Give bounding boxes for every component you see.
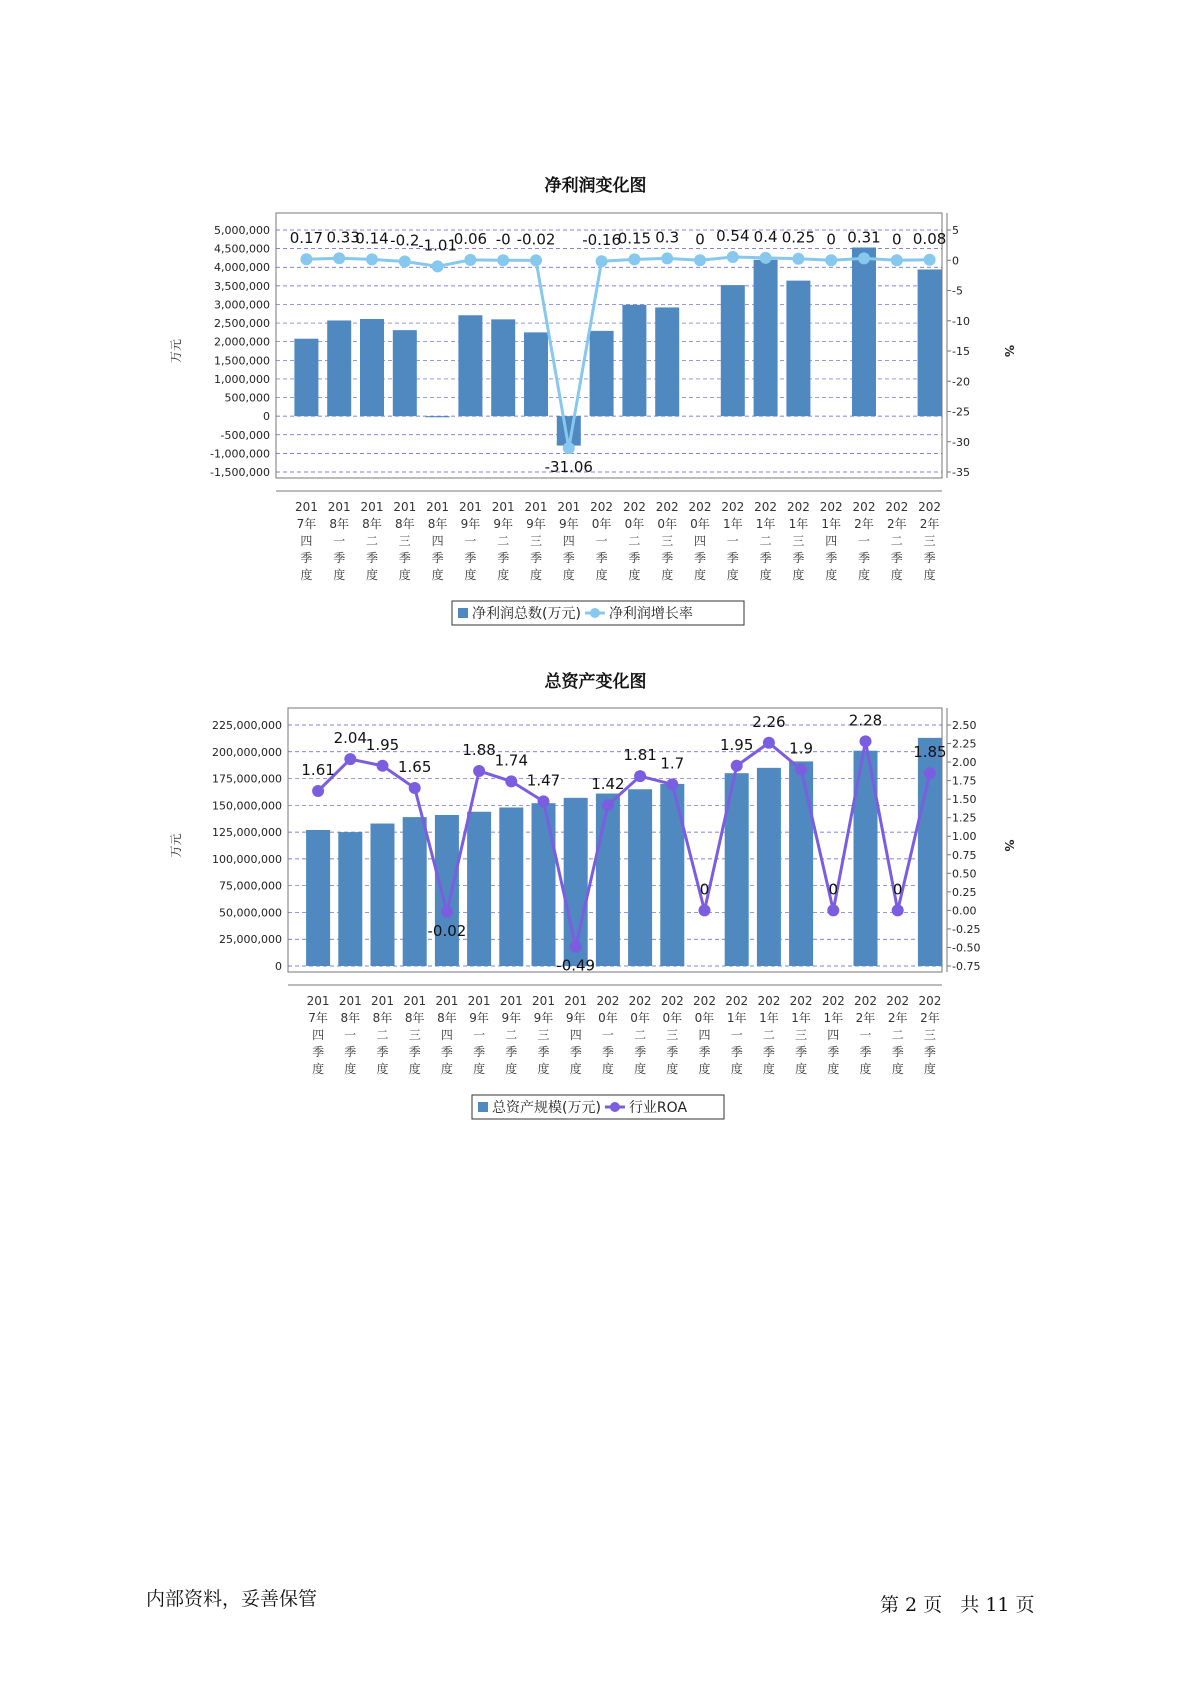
line-point [666, 778, 678, 790]
line-point [792, 253, 804, 265]
x-tick-label: 202 0年二季度 [628, 994, 652, 1076]
line-point [825, 254, 837, 266]
chart-title-net-profit: 净利润变化图 [544, 176, 647, 196]
y-tick-label: 50,000,000 [219, 906, 282, 920]
x-tick-label: 202 0年一季度 [590, 500, 614, 582]
line-point [596, 255, 608, 267]
x-tick-label: 202 0年二季度 [622, 500, 646, 582]
data-label: -0 [495, 230, 511, 249]
confidential-note: 内部资料，妥善保管 [146, 1588, 318, 1610]
y-tick-label: 0 [275, 960, 282, 973]
x-tick-label: 201 8年三季度 [403, 994, 427, 1076]
x-tick-label: 202 0年一季度 [596, 994, 620, 1076]
x-tick-label: 202 1年一季度 [725, 994, 749, 1076]
y-axis-title: 万元 [169, 338, 183, 364]
line-point [497, 254, 509, 266]
y2-tick-label: 0.25 [952, 885, 977, 899]
data-label: 2.26 [752, 712, 786, 731]
y-tick-label: 125,000,000 [212, 826, 282, 840]
y-tick-label: 4,500,000 [214, 242, 270, 256]
line-point [891, 254, 903, 266]
bar [918, 269, 942, 416]
legend-label-bars: 总资产规模(万元) [492, 1100, 601, 1116]
x-tick-label: 201 7年四季度 [294, 500, 318, 582]
y-tick-label: 3,500,000 [214, 279, 270, 293]
y2-tick-label: 1.25 [952, 811, 977, 825]
data-label: -31.06 [544, 458, 593, 477]
legend-label-line: 行业ROA [628, 1100, 688, 1116]
line-point [699, 904, 711, 916]
data-label: 0.06 [453, 229, 488, 248]
x-tick-label: 202 2年三季度 [918, 500, 942, 582]
data-label: 1.95 [719, 735, 754, 754]
bar [426, 416, 450, 417]
line-point [530, 254, 542, 266]
y-tick-label: 3,000,000 [214, 298, 270, 312]
bar [757, 768, 781, 966]
data-label: 1.61 [301, 760, 335, 779]
x-tick-label: 201 9年四季度 [564, 994, 588, 1076]
y2-tick-label: -0.50 [952, 941, 981, 955]
bar [360, 319, 384, 416]
line-point [858, 252, 870, 264]
bar [403, 817, 427, 966]
x-tick-label: 201 9年三季度 [532, 994, 555, 1076]
line-point [570, 941, 582, 953]
data-label: -0.16 [582, 231, 622, 250]
x-tick-label: 201 9年二季度 [499, 994, 523, 1076]
y2-tick-label: 0.00 [952, 904, 977, 918]
bar [852, 247, 876, 416]
chart-title-total-assets: 总资产变化图 [544, 672, 647, 692]
data-label: 0.15 [617, 229, 652, 248]
y2-tick-label: 0.50 [952, 867, 977, 881]
y2-tick-label: 0.75 [952, 848, 977, 862]
bar [524, 332, 548, 416]
y2-tick-label: 1.50 [952, 793, 977, 807]
bar [532, 803, 556, 966]
bar [393, 330, 417, 416]
y2-tick-label: 0 [952, 254, 959, 268]
y2-tick-label: 2.00 [952, 756, 977, 770]
x-tick-label: 202 0年三季度 [655, 500, 679, 582]
y-tick-label: 100,000,000 [212, 852, 282, 866]
y2-axis-title: % [1002, 839, 1016, 852]
y2-tick-label: 2.25 [952, 737, 977, 751]
legend-bar-swatch [458, 608, 468, 618]
data-label: 0 [695, 230, 705, 249]
bar [789, 761, 813, 966]
line-point [344, 753, 356, 765]
y2-tick-label: -0.75 [952, 960, 981, 973]
line-point [760, 252, 772, 264]
data-label: 1.81 [623, 746, 657, 765]
page-indicator: 第 2 页 共 11 页 [880, 1594, 1035, 1616]
x-tick-label: 202 1年二季度 [757, 994, 781, 1076]
data-label: 0 [828, 880, 839, 899]
y-tick-label: 75,000,000 [219, 879, 282, 893]
y-tick-label: 200,000,000 [212, 745, 282, 759]
x-tick-label: 202 2年二季度 [885, 500, 909, 582]
y-tick-label: 1,000,000 [214, 372, 270, 386]
y2-tick-label: -30 [952, 435, 970, 449]
data-label: 0.14 [355, 229, 389, 248]
y-axis-title: 万元 [169, 833, 183, 858]
y-tick-label: 25,000,000 [219, 933, 282, 947]
y-tick-label: -1,000,000 [210, 447, 270, 461]
line-point [763, 737, 775, 749]
x-tick-label: 202 0年四季度 [693, 994, 716, 1076]
bar [327, 320, 351, 416]
data-label: -0.2 [390, 231, 420, 250]
line-point [795, 763, 807, 775]
x-tick-label: 202 2年二季度 [886, 994, 910, 1076]
data-label: 0.08 [912, 229, 947, 248]
x-tick-label: 201 9年二季度 [491, 500, 515, 582]
data-label: 0 [892, 230, 902, 249]
bar [338, 832, 362, 966]
line-point [409, 782, 421, 794]
x-tick-label: 201 7年四季度 [306, 994, 330, 1076]
line-point [827, 904, 839, 916]
x-tick-label: 202 1年三季度 [789, 994, 813, 1076]
line-point [563, 442, 575, 454]
line-point [432, 260, 444, 272]
x-tick-label: 201 8年四季度 [426, 500, 450, 582]
y2-tick-label: 2.50 [952, 719, 977, 732]
line-point [399, 255, 411, 267]
data-label: 2.04 [333, 729, 368, 748]
y-tick-label: 225,000,000 [212, 719, 282, 732]
data-label: 0.54 [716, 226, 750, 245]
line-point [464, 254, 476, 266]
data-label: -0.49 [556, 956, 596, 975]
data-label: -0.02 [427, 921, 467, 940]
y-tick-label: 1,500,000 [214, 354, 270, 368]
chart-total-assets [0, 697, 1191, 1157]
y-tick-label: 175,000,000 [212, 772, 282, 786]
bar [786, 281, 810, 417]
x-tick-label: 201 9年三季度 [524, 500, 548, 582]
y2-tick-label: 5 [952, 224, 959, 237]
y-tick-label: -500,000 [220, 428, 270, 442]
line-point [634, 770, 646, 782]
x-tick-label: 202 0年三季度 [660, 994, 684, 1076]
line-point [366, 253, 378, 265]
data-label: 0.25 [781, 228, 816, 247]
bar [499, 807, 523, 966]
chart-net-profit [0, 200, 1191, 660]
data-label: 2.28 [848, 711, 883, 730]
x-tick-label: 202 1年四季度 [821, 994, 845, 1076]
bar [628, 789, 652, 966]
x-tick-label: 201 9年一季度 [458, 500, 482, 582]
line-point [333, 252, 345, 264]
y2-tick-label: -5 [952, 284, 963, 298]
legend-label-line: 净利润增长率 [608, 606, 693, 622]
data-label: 0.3 [655, 228, 680, 247]
x-tick-label: 202 1年三季度 [786, 500, 810, 582]
bar [622, 305, 646, 416]
bar [467, 812, 491, 966]
y2-axis-title: % [1002, 344, 1016, 358]
y-tick-label: 2,000,000 [214, 335, 270, 349]
line-point [377, 760, 389, 772]
bar [294, 339, 318, 416]
bar [655, 307, 679, 416]
x-tick-label: 201 9年一季度 [467, 994, 491, 1076]
line-point [505, 775, 517, 787]
data-label: 0 [826, 230, 836, 249]
x-tick-label: 201 9年四季度 [557, 500, 581, 582]
y-tick-label: -1,500,000 [210, 466, 270, 479]
x-tick-label: 202 2年三季度 [918, 994, 942, 1076]
bar [371, 824, 395, 966]
x-tick-label: 201 8年一季度 [327, 500, 351, 582]
x-tick-label: 201 8年四季度 [435, 994, 459, 1076]
y2-tick-label: -0.25 [952, 922, 981, 936]
y-tick-label: 0 [263, 410, 270, 424]
y2-tick-label: -10 [952, 314, 970, 328]
data-label: -1.01 [418, 236, 458, 255]
line-point [628, 253, 640, 265]
y-tick-label: 4,000,000 [214, 261, 270, 275]
data-label: 0.33 [326, 228, 360, 247]
y2-tick-label: -15 [952, 345, 970, 358]
bar [596, 794, 620, 966]
y2-tick-label: -25 [952, 405, 970, 419]
data-label: 0.4 [753, 227, 778, 246]
data-label: -0.02 [516, 230, 556, 249]
line-point [731, 760, 743, 772]
line-point [860, 735, 872, 747]
data-label: 0.31 [847, 228, 881, 247]
x-tick-label: 201 8年一季度 [338, 994, 362, 1076]
data-label: 1.9 [789, 739, 814, 758]
bar [721, 285, 745, 416]
y-tick-label: 500,000 [224, 391, 270, 405]
line-point [473, 765, 485, 777]
legend-line-marker [610, 1102, 620, 1112]
x-tick-label: 202 0年四季度 [688, 500, 712, 582]
x-tick-label: 201 8年二季度 [371, 994, 394, 1076]
x-tick-label: 202 2年一季度 [854, 994, 877, 1076]
data-label: 1.42 [591, 775, 625, 794]
data-label: 1.7 [660, 754, 685, 773]
line-point [727, 251, 739, 263]
y-tick-label: 2,500,000 [214, 317, 270, 331]
data-label: 1.88 [462, 740, 496, 759]
line-point [602, 799, 614, 811]
line-point [892, 904, 904, 916]
data-label: 0.17 [289, 229, 324, 248]
line-point [924, 767, 936, 779]
data-label: 1.47 [526, 771, 561, 790]
y2-tick-label: -35 [952, 466, 970, 479]
bar [306, 830, 330, 966]
data-label: 1.74 [494, 751, 529, 770]
x-tick-label: 201 8年三季度 [393, 500, 417, 582]
y2-tick-label: 1.00 [952, 830, 977, 844]
data-label: 0 [892, 880, 903, 899]
line-point [661, 252, 673, 264]
line-point [924, 254, 936, 266]
line-point [441, 906, 453, 918]
y-tick-label: 150,000,000 [212, 799, 282, 813]
bar [491, 319, 515, 416]
y-tick-label: 5,000,000 [214, 224, 270, 237]
x-tick-label: 202 2年一季度 [852, 500, 876, 582]
x-tick-label: 202 1年二季度 [754, 500, 778, 582]
data-label: 1.85 [913, 743, 947, 762]
x-tick-label: 202 1年一季度 [721, 500, 745, 582]
data-label: 1.65 [397, 758, 432, 777]
bar [435, 815, 459, 966]
data-label: 0 [699, 880, 710, 899]
y2-tick-label: -20 [952, 375, 970, 389]
line-point [538, 795, 550, 807]
bar [590, 331, 614, 416]
line-point [300, 253, 312, 265]
y2-tick-label: 1.75 [952, 774, 977, 788]
legend-bar-swatch [478, 1102, 488, 1112]
line-point [694, 254, 706, 266]
x-tick-label: 202 1年四季度 [819, 500, 843, 582]
bar [754, 260, 778, 416]
line-point [312, 785, 324, 797]
bar [458, 315, 482, 416]
legend-label-bars: 净利润总数(万元) [472, 606, 581, 622]
legend-line-marker [590, 608, 600, 618]
x-tick-label: 201 8年二季度 [360, 500, 384, 582]
data-label: 1.95 [365, 735, 400, 754]
